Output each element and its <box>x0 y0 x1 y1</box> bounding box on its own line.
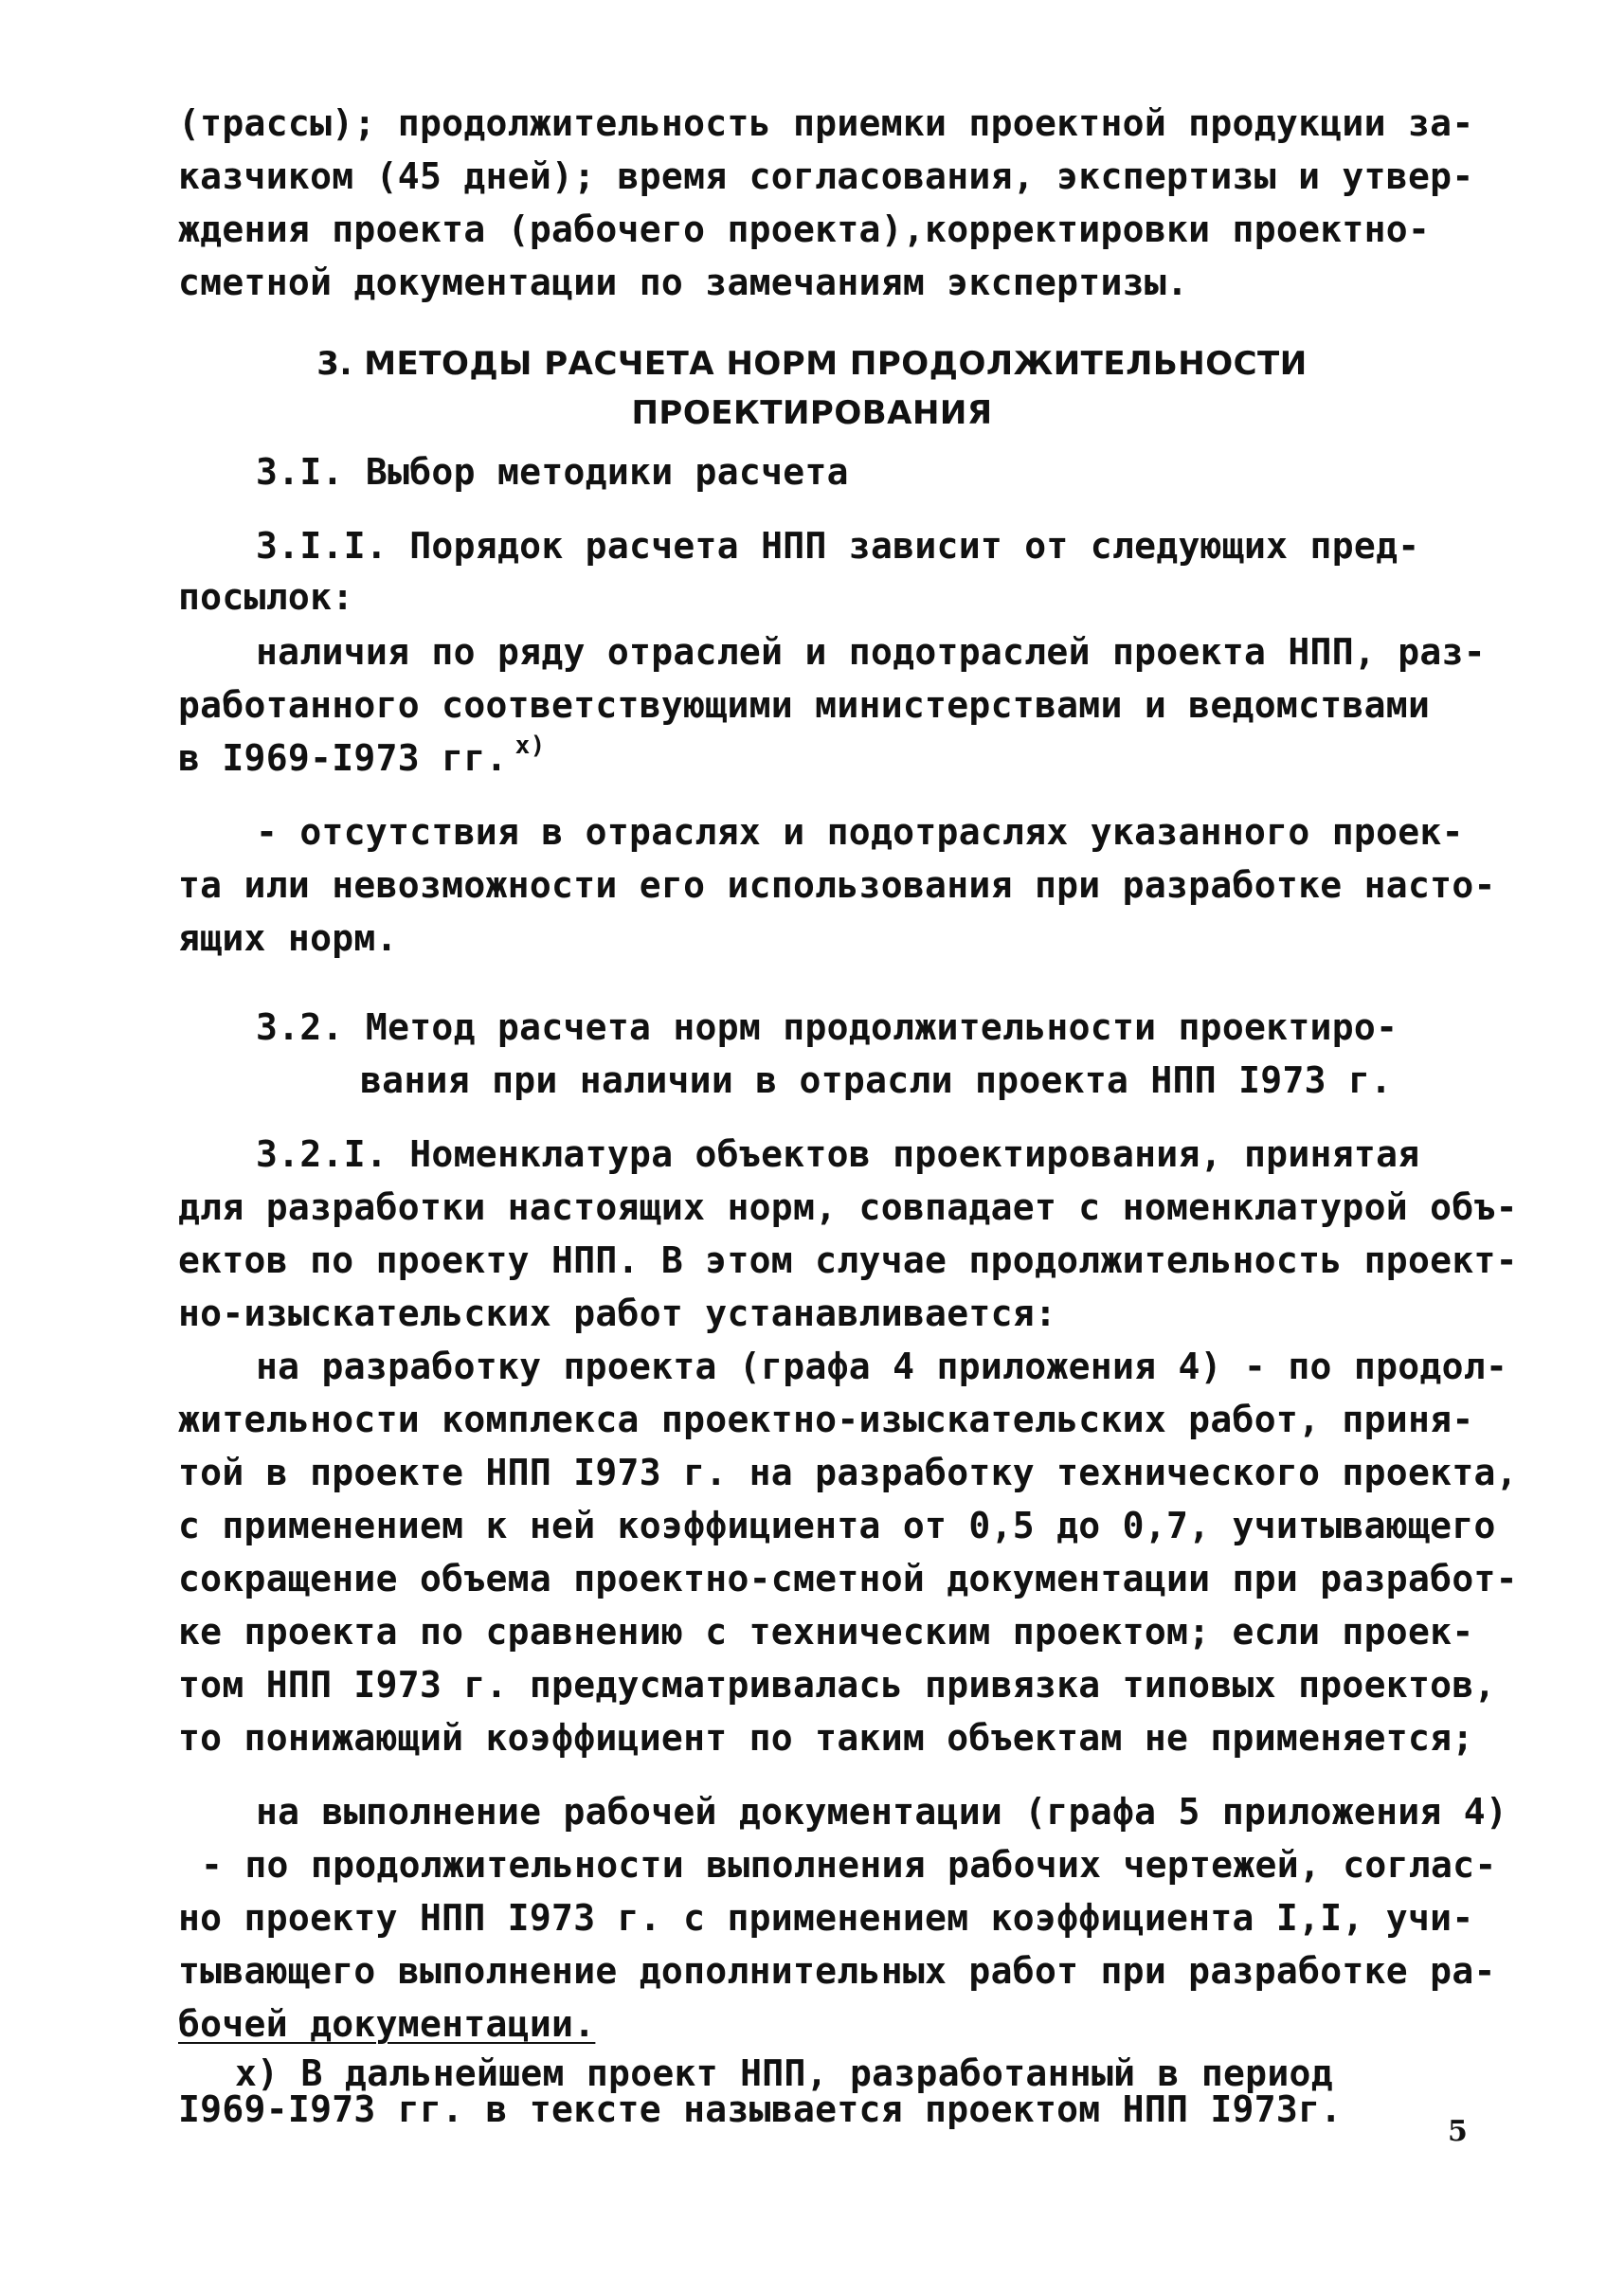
text-line: жительности комплекса проектно-изыскательских работ, приня- <box>178 1399 1474 1440</box>
footnote-marker: x) <box>514 732 546 760</box>
text-line: ке проекта по сравнению с техническим проектом; если проек- <box>178 1611 1474 1653</box>
footnote-text: x) В дальнейшем проект НПП, разработанный в период <box>235 2052 1333 2094</box>
text-line: ждения проекта (рабочего проекта),корректировки проектно- <box>178 208 1431 250</box>
section-heading: 3. МЕТОДЫ РАСЧЕТА НОРМ ПРОДОЛЖИТЕЛЬНОСТИ <box>316 345 1308 383</box>
text-line: 3.2.I. Номенклатура объектов проектирования, принятая <box>256 1133 1420 1175</box>
text-line: той в проекте НПП I973 г. на разработку технического проекта, <box>178 1452 1518 1493</box>
text-fragment: в I969-I973 гг. <box>178 737 508 779</box>
text-line: том НПП I973 г. предусматривалась привязка типовых проектов, <box>178 1664 1496 1706</box>
text-line: с применением к ней коэффициента от 0,5 до 0,7, учитывающего <box>178 1505 1496 1546</box>
subsection-title: 3.I. Выбор методики расчета <box>256 451 849 493</box>
text-line: на выполнение рабочей документации (графа 5 приложения 4) <box>256 1791 1508 1833</box>
text-line: сокращение объема проектно-сметной документации при разработ- <box>178 1558 1518 1599</box>
text-line: тывающего выполнение дополнительных работ при разработке ра- <box>178 1950 1496 1992</box>
text-line: работанного соответствующими министерствами и ведомствами <box>178 684 1431 726</box>
text-line: ящих норм. <box>178 917 398 959</box>
text-line: бочей документации. <box>178 2003 596 2045</box>
text-line: для разработки настоящих норм, совпадает с номенклатурой объ- <box>178 1186 1518 1228</box>
text-line: то понижающий коэффициент по таким объектам не применяется; <box>178 1717 1474 1759</box>
text-line: - отсутствия в отраслях и подотраслях указанного проек- <box>256 811 1464 853</box>
text-line: наличия по ряду отраслей и подотраслей проекта НПП, раз- <box>256 631 1486 673</box>
text-line: на разработку проекта (графа 4 приложения 4) - по продол- <box>256 1346 1508 1387</box>
subsection-title: 3.2. Метод расчета норм продолжительности проектиро- <box>256 1006 1398 1048</box>
subsection-title-continued: вания при наличии в отрасли проекта НПП I973 г. <box>360 1059 1393 1101</box>
text-line: но проекту НПП I973 г. с применением коэффициента I,I, учи- <box>178 1897 1474 1939</box>
text-line: но-изыскательских работ устанавливается: <box>178 1292 1057 1334</box>
text-line: сметной документации по замечаниям экспертизы. <box>178 262 1189 303</box>
text-line: посылок: <box>178 576 354 618</box>
section-heading-continued: ПРОЕКТИРОВАНИЯ <box>631 394 993 432</box>
page-number: 5 <box>1448 2115 1468 2148</box>
text-line <box>178 732 546 786</box>
text-line: (трассы); продолжительность приемки проектной продукции за- <box>178 102 1474 144</box>
text-line: ектов по проекту НПП. В этом случае продолжительность проект- <box>178 1239 1518 1281</box>
text-line: казчиком (45 дней); время согласования, экспертизы и утвер- <box>178 155 1474 197</box>
text-line: - по продолжительности выполнения рабочих чертежей, соглас- <box>201 1844 1497 1886</box>
footnote-text: I969-I973 гг. в тексте называется проектом НПП I973г. <box>178 2088 1343 2130</box>
text-line: 3.I.I. Порядок расчета НПП зависит от следующих пред- <box>256 525 1420 567</box>
text-line: та или невозможности его использования при разработке насто- <box>178 864 1496 906</box>
